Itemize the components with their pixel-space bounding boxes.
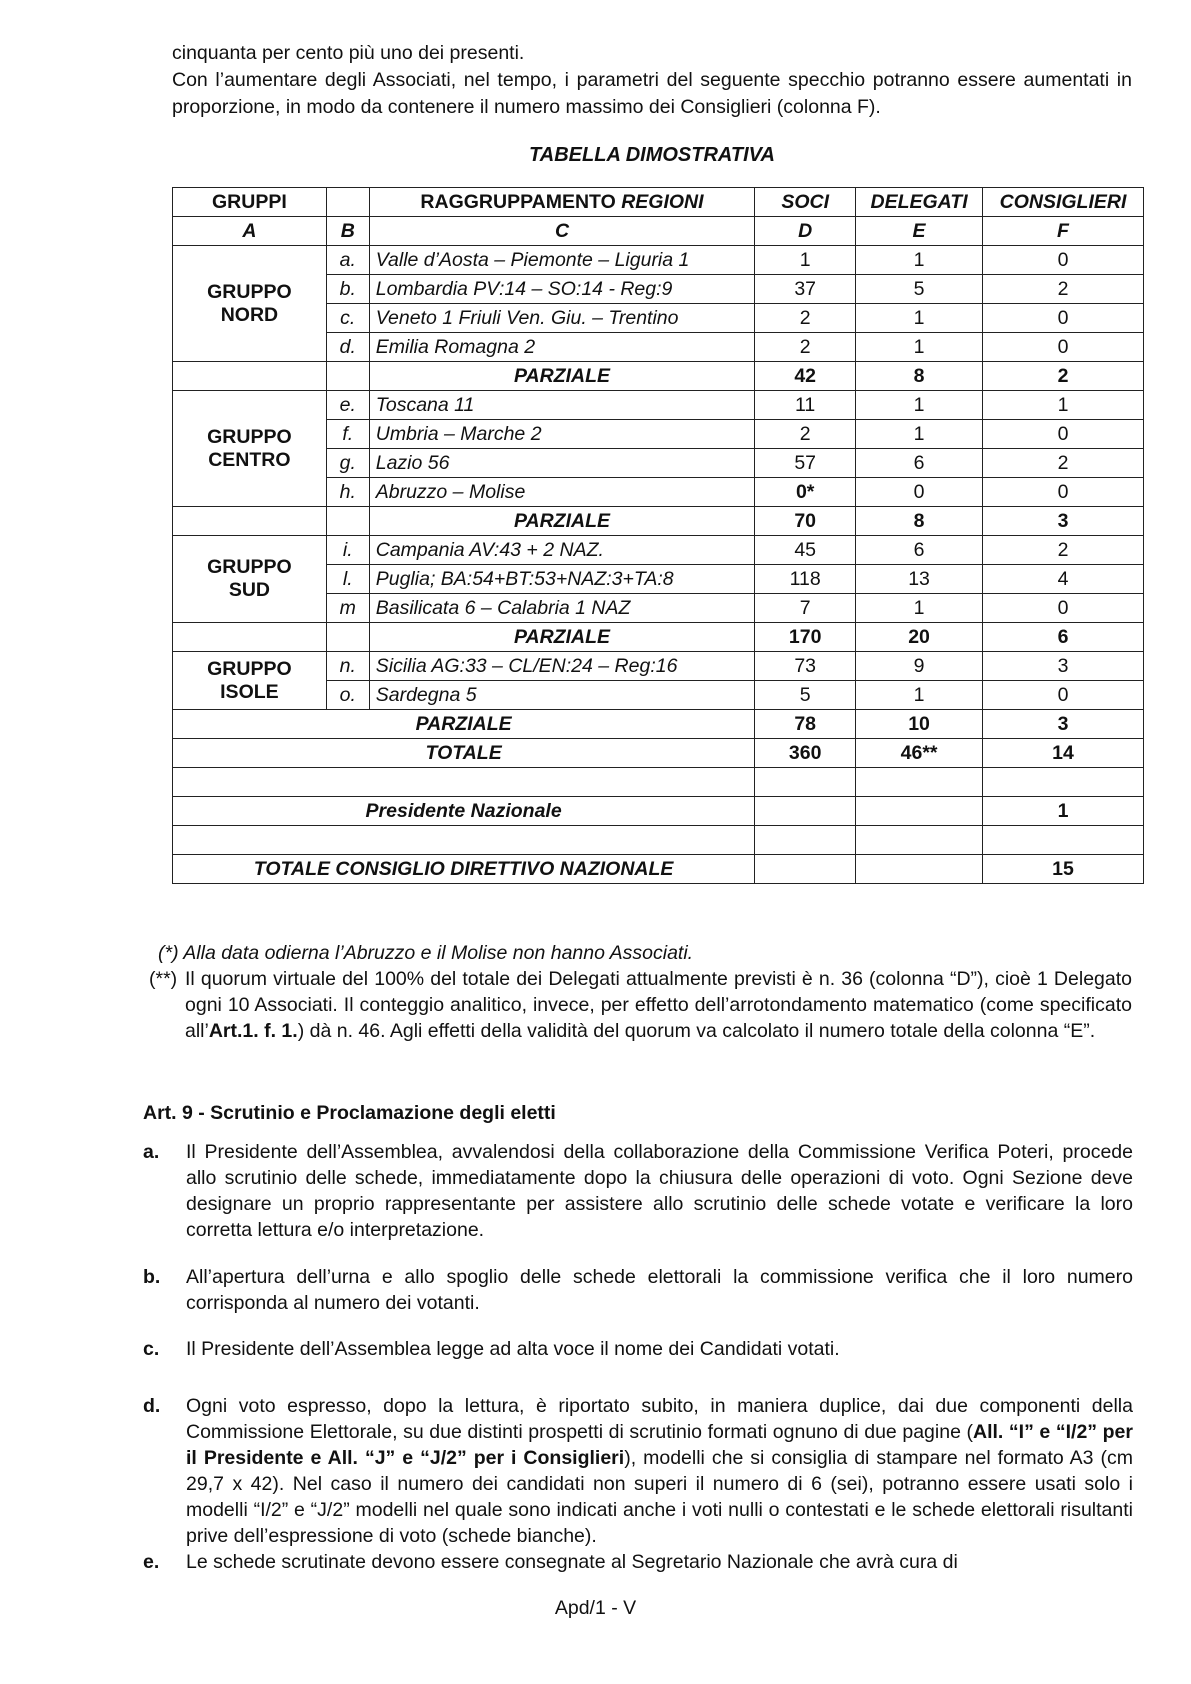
row-id: l. <box>326 565 369 594</box>
parziale-label: PARZIALE <box>369 507 755 536</box>
letter-c: C <box>369 217 755 246</box>
totale-consiglio-label: TOTALE CONSIGLIO DIRETTIVO NAZIONALE <box>173 855 755 884</box>
totale-consiglio-value: 15 <box>983 855 1144 884</box>
row-delegati: 6 <box>856 536 983 565</box>
row-region: Puglia; BA:54+BT:53+NAZ:3+TA:8 <box>369 565 755 594</box>
row-delegati: 1 <box>856 420 983 449</box>
parziale-delegati: 10 <box>856 710 983 739</box>
table-title: TABELLA DIMOSTRATIVA <box>529 144 775 166</box>
totale-delegati: 46** <box>856 739 983 768</box>
parziale-row <box>173 507 1144 536</box>
row-consiglieri: 0 <box>983 246 1144 275</box>
group-isole: GRUPPO ISOLE <box>173 652 327 710</box>
row-id: i. <box>326 536 369 565</box>
footnote-2-mark: (**) <box>149 968 178 990</box>
row-soci: 2 <box>755 420 856 449</box>
header-row <box>173 188 1144 217</box>
parziale-consiglieri: 6 <box>983 623 1144 652</box>
letter-d: D <box>755 217 856 246</box>
row-consiglieri: 2 <box>983 275 1144 304</box>
parziale-soci: 42 <box>755 362 856 391</box>
row-soci: 2 <box>755 333 856 362</box>
header-delegati: DELEGATI <box>856 188 983 217</box>
parziale-consiglieri: 3 <box>983 710 1144 739</box>
table-row <box>173 246 1144 275</box>
presidente-label: Presidente Nazionale <box>173 797 755 826</box>
group-centro: GRUPPO CENTRO <box>173 391 327 507</box>
presidente-row <box>173 797 1144 826</box>
article-item-e: e. Le schede scrutinate devono essere consegnate al Segretario Nazionale che avrà cura di <box>143 1551 958 1573</box>
row-region: Veneto 1 Friuli Ven. Giu. – Trentino <box>369 304 755 333</box>
parziale-soci: 78 <box>755 710 856 739</box>
row-soci: 37 <box>755 275 856 304</box>
row-delegati: 13 <box>856 565 983 594</box>
parziale-delegati: 20 <box>856 623 983 652</box>
letter-f: F <box>983 217 1144 246</box>
parziale-label: PARZIALE <box>173 710 755 739</box>
totale-consiglieri: 14 <box>983 739 1144 768</box>
column-letters-row <box>173 217 1144 246</box>
row-delegati: 0 <box>856 478 983 507</box>
letter-a: A <box>173 217 327 246</box>
parziale-delegati: 8 <box>856 507 983 536</box>
article-heading: Art. 9 - Scrutinio e Proclamazione degli eletti <box>143 1102 556 1124</box>
intro-line-1: cinquanta per cento più uno dei presenti. <box>172 42 525 64</box>
row-consiglieri: 0 <box>983 594 1144 623</box>
row-id: c. <box>326 304 369 333</box>
row-soci: 2 <box>755 304 856 333</box>
row-delegati: 9 <box>856 652 983 681</box>
row-soci: 0* <box>755 478 856 507</box>
parziale-row <box>173 710 1144 739</box>
row-delegati: 1 <box>856 594 983 623</box>
row-id: n. <box>326 652 369 681</box>
parziale-delegati: 8 <box>856 362 983 391</box>
presidente-consiglieri: 1 <box>983 797 1144 826</box>
row-id: g. <box>326 449 369 478</box>
parziale-consiglieri: 3 <box>983 507 1144 536</box>
header-blank <box>326 188 369 217</box>
footnote-1: (*) Alla data odierna l’Abruzzo e il Molise non hanno Associati. <box>158 942 694 964</box>
row-region: Basilicata 6 – Calabria 1 NAZ <box>369 594 755 623</box>
footnote-2: Il quorum virtuale del 100% del totale dei Delegati attualmente previsti è n. 36 (colonna “D”), cioè 1 Delegato ogni 10 Associati. Il conteggio analitico, invece, per effetto dell’arrotondamento matematico (come specificato all’Art.1. f. 1.) dà n. 46. Agli effetti della validità del quorum va calcolato il numero totale della colonna “E”. <box>185 968 1132 1042</box>
row-consiglieri: 0 <box>983 478 1144 507</box>
group-nord: GRUPPO NORD <box>173 246 327 362</box>
row-consiglieri: 0 <box>983 304 1144 333</box>
page-footer: Apd/1 - V <box>554 1597 637 1619</box>
row-id: a. <box>326 246 369 275</box>
header-soci: SOCI <box>755 188 856 217</box>
header-consiglieri: CONSIGLIERI <box>983 188 1144 217</box>
parziale-label: PARZIALE <box>369 623 755 652</box>
row-region: Umbria – Marche 2 <box>369 420 755 449</box>
totale-row <box>173 739 1144 768</box>
row-soci: 57 <box>755 449 856 478</box>
row-consiglieri: 2 <box>983 536 1144 565</box>
totale-label: TOTALE <box>173 739 755 768</box>
row-consiglieri: 0 <box>983 681 1144 710</box>
row-delegati: 5 <box>856 275 983 304</box>
intro-paragraph: Con l’aumentare degli Associati, nel tempo, i parametri del seguente specchio potranno essere aumentati in proporzione, in modo da contenere il numero massimo dei Consiglieri (colonna F). <box>172 69 1132 118</box>
row-id: o. <box>326 681 369 710</box>
row-region: Lazio 56 <box>369 449 755 478</box>
row-region: Toscana 11 <box>369 391 755 420</box>
row-soci: 1 <box>755 246 856 275</box>
article-item-a: a. Il Presidente dell’Assemblea, avvalendosi della collaborazione della Commissione Verifica Poteri, procede allo scrutinio delle schede, immediatamente dopo la chiusura delle operazioni di voto. Ogni Sezione deve designare un proprio rappresentante per assistere allo scrutinio delle schede votate e verificare la loro corretta lettura e/o interpretazione. <box>143 1141 1133 1241</box>
parziale-row <box>173 362 1144 391</box>
totale-soci: 360 <box>755 739 856 768</box>
table-row <box>173 391 1144 420</box>
group-sud: GRUPPO SUD <box>173 536 327 623</box>
row-id: d. <box>326 333 369 362</box>
row-region: Campania AV:43 + 2 NAZ. <box>369 536 755 565</box>
article-item-d: d. Ogni voto espresso, dopo la lettura, è riportato subito, in maniera duplice, dai due componenti della Commissione Elettorale, su due distinti prospetti di scrutinio formati ognuno di due pagine (All. “I” e “I/2” per il Presidente e All. “J” e “J/2” per i Consiglieri), modelli che si consiglia di stampare nel formato A3 (cm 29,7 x 42). Nel caso il numero dei candidati non superi il numero di 6 (sei), potranno essere usati solo i modelli “I/2” e “J/2” modelli nel quale sono indicati anche i voti nulli o contestati e le schede elettorali risultanti prive dell’espressione di voto (schede bianche). <box>143 1395 1133 1547</box>
demonstrative-table <box>172 187 1144 884</box>
row-consiglieri: 3 <box>983 652 1144 681</box>
parziale-consiglieri: 2 <box>983 362 1144 391</box>
parziale-row <box>173 623 1144 652</box>
row-id: h. <box>326 478 369 507</box>
parziale-soci: 70 <box>755 507 856 536</box>
letter-e: E <box>856 217 983 246</box>
row-region: Valle d’Aosta – Piemonte – Liguria 1 <box>369 246 755 275</box>
row-region: Abruzzo – Molise <box>369 478 755 507</box>
row-consiglieri: 0 <box>983 420 1144 449</box>
totale-consiglio-row <box>173 855 1144 884</box>
row-consiglieri: 1 <box>983 391 1144 420</box>
row-consiglieri: 0 <box>983 333 1144 362</box>
row-region: Sardegna 5 <box>369 681 755 710</box>
parziale-soci: 170 <box>755 623 856 652</box>
row-consiglieri: 2 <box>983 449 1144 478</box>
row-soci: 7 <box>755 594 856 623</box>
row-soci: 73 <box>755 652 856 681</box>
row-id: b. <box>326 275 369 304</box>
row-id: f. <box>326 420 369 449</box>
row-soci: 5 <box>755 681 856 710</box>
table-row <box>173 536 1144 565</box>
row-delegati: 1 <box>856 681 983 710</box>
row-soci: 118 <box>755 565 856 594</box>
row-soci: 11 <box>755 391 856 420</box>
row-delegati: 1 <box>856 246 983 275</box>
table-row <box>173 652 1144 681</box>
article-item-c: c. Il Presidente dell’Assemblea legge ad alta voce il nome dei Candidati votati. <box>143 1338 840 1360</box>
row-region: Lombardia PV:14 – SO:14 - Reg:9 <box>369 275 755 304</box>
row-region: Emilia Romagna 2 <box>369 333 755 362</box>
row-id: m <box>326 594 369 623</box>
letter-b: B <box>326 217 369 246</box>
row-soci: 45 <box>755 536 856 565</box>
header-raggruppamento: RAGGRUPPAMENTO REGIONI <box>369 188 755 217</box>
header-gruppi: GRUPPI <box>173 188 327 217</box>
row-delegati: 6 <box>856 449 983 478</box>
row-delegati: 1 <box>856 333 983 362</box>
row-region: Sicilia AG:33 – CL/EN:24 – Reg:16 <box>369 652 755 681</box>
article-item-b: b. All’apertura dell’urna e allo spoglio delle schede elettorali la commissione verifica che il loro numero corrisponda al numero dei votanti. <box>143 1266 1133 1314</box>
row-delegati: 1 <box>856 391 983 420</box>
row-id: e. <box>326 391 369 420</box>
row-delegati: 1 <box>856 304 983 333</box>
row-consiglieri: 4 <box>983 565 1144 594</box>
parziale-label: PARZIALE <box>369 362 755 391</box>
